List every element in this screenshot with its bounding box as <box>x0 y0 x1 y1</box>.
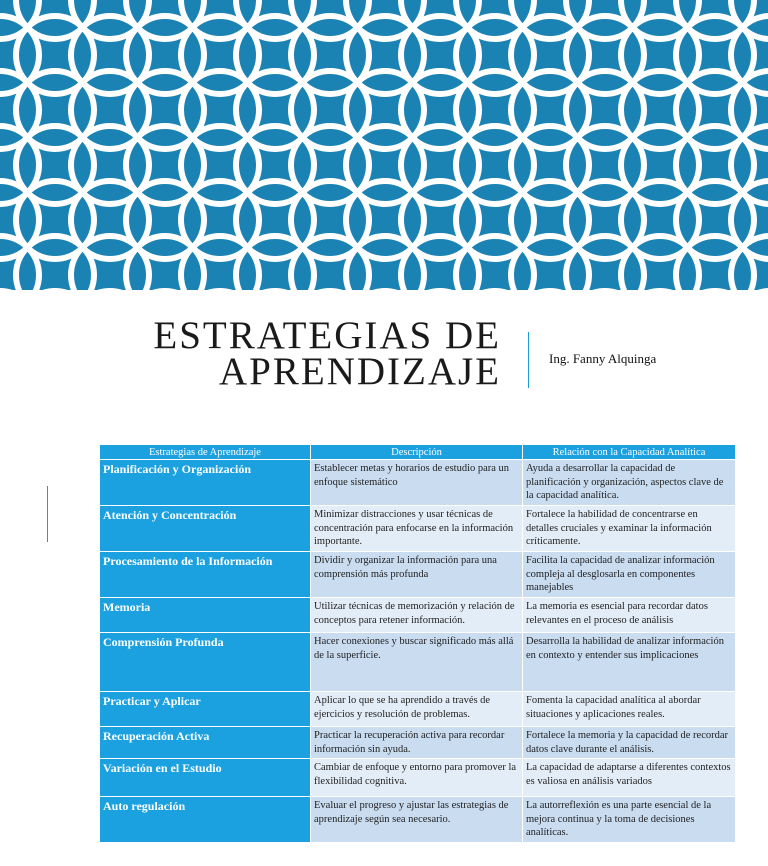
relation-cell: Ayuda a desarrollar la capacidad de planificación y organización, aspectos clave de la capacidad analítica. <box>523 460 736 506</box>
table-row <box>100 633 736 692</box>
description-cell: Establecer metas y horarios de estudio para un enfoque sistemático <box>311 460 523 506</box>
strategies-table <box>99 444 736 843</box>
strategy-cell: Procesamiento de la Información <box>100 552 311 598</box>
author-name: Ing. Fanny Alquinga <box>549 351 657 366</box>
description-cell: Cambiar de enfoque y entorno para promover la flexibilidad cognitiva. <box>311 759 523 797</box>
description-cell: Evaluar el progreso y ajustar las estrategias de aprendizaje según sea necesario. <box>311 797 523 843</box>
strategy-cell: Practicar y Aplicar <box>100 692 311 727</box>
relation-cell: Fortalece la memoria y la capacidad de recordar datos clave durante el análisis. <box>523 727 736 759</box>
table-row <box>100 727 736 759</box>
relation-cell: Fomenta la capacidad analítica al abordar situaciones y aplicaciones reales. <box>523 692 736 727</box>
strategy-cell: Atención y Concentración <box>100 506 311 552</box>
strategy-cell: Recuperación Activa <box>100 727 311 759</box>
table-row <box>100 506 736 552</box>
circle-pattern-graphic <box>0 0 768 290</box>
description-cell: Minimizar distracciones y usar técnicas de concentración para enfocarse en la información importante. <box>311 506 523 552</box>
column-header-description: Descripción <box>311 445 523 460</box>
title-line-2: APRENDIZAJE <box>219 350 501 393</box>
column-header-relation: Relación con la Capacidad Analítica <box>523 445 736 460</box>
decorative-banner <box>0 0 768 290</box>
relation-cell: Fortalece la habilidad de concentrarse en detalles cruciales y examinar la información críticamente. <box>523 506 736 552</box>
table-header-row <box>100 445 736 460</box>
relation-cell: Facilita la capacidad de analizar información compleja al desglosarla en componentes manejables <box>523 552 736 598</box>
strategy-cell: Comprensión Profunda <box>100 633 311 692</box>
table-row <box>100 759 736 797</box>
relation-cell: La memoria es esencial para recordar datos relevantes en el proceso de análisis <box>523 598 736 633</box>
description-cell: Dividir y organizar la información para una comprensión más profunda <box>311 552 523 598</box>
relation-cell: La autorreflexión es una parte esencial de la mejora continua y la toma de decisiones analíticas. <box>523 797 736 843</box>
page-title <box>153 314 501 393</box>
title-line-1: ESTRATEGIAS DE <box>153 314 501 357</box>
column-header-strategy: Estrategias de Aprendizaje <box>100 445 311 460</box>
relation-cell: La capacidad de adaptarse a diferentes contextos es valiosa en análisis variados <box>523 759 736 797</box>
table-row <box>100 552 736 598</box>
relation-cell: Desarrolla la habilidad de analizar información en contexto y entender sus implicaciones <box>523 633 736 692</box>
description-cell: Hacer conexiones y buscar significado más allá de la superficie. <box>311 633 523 692</box>
description-cell: Practicar la recuperación activa para recordar información sin ayuda. <box>311 727 523 759</box>
strategy-cell: Planificación y Organización <box>100 460 311 506</box>
description-cell: Aplicar lo que se ha aprendido a través de ejercicios y resolución de problemas. <box>311 692 523 727</box>
strategy-cell: Auto regulación <box>100 797 311 843</box>
table-row <box>100 598 736 633</box>
table-row <box>100 797 736 843</box>
description-cell: Utilizar técnicas de memorización y relación de conceptos para retener información. <box>311 598 523 633</box>
side-accent-line <box>47 486 48 542</box>
title-divider <box>528 332 529 388</box>
strategy-cell: Variación en el Estudio <box>100 759 311 797</box>
strategy-cell: Memoria <box>100 598 311 633</box>
table-row <box>100 460 736 506</box>
table-row <box>100 692 736 727</box>
